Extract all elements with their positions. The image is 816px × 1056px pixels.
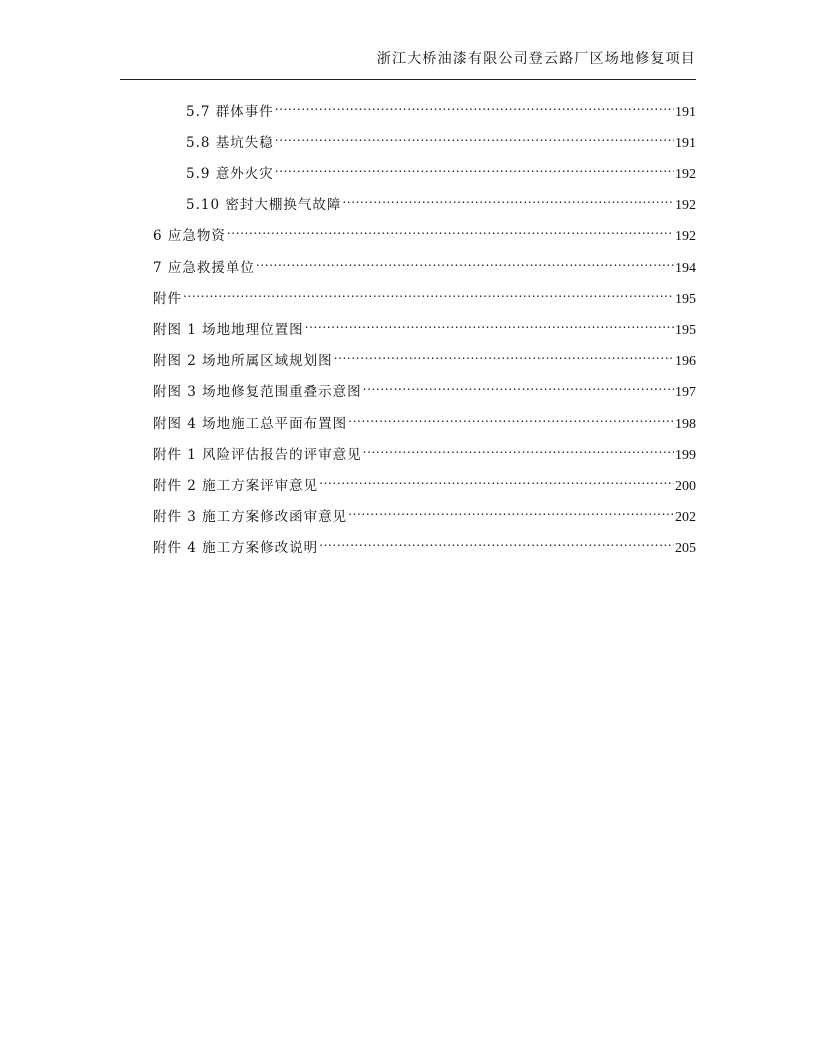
toc-entry-page: 198 bbox=[675, 417, 696, 432]
dot-leader bbox=[363, 376, 674, 396]
toc-entry-page: 205 bbox=[675, 541, 696, 556]
dot-leader bbox=[256, 252, 674, 272]
toc-entry-label: 5.9 意外火灾 bbox=[186, 166, 274, 182]
toc-entry-label: 附件 4 施工方案修改说明 bbox=[153, 540, 319, 556]
toc-entry-page: 200 bbox=[675, 479, 696, 494]
toc-entry-page: 202 bbox=[675, 510, 696, 525]
toc-entry[interactable] bbox=[153, 283, 696, 307]
dot-leader bbox=[183, 283, 674, 303]
toc-entry[interactable] bbox=[153, 376, 696, 400]
toc-entry-label: 附件 2 施工方案评审意见 bbox=[153, 478, 319, 494]
toc-entry[interactable] bbox=[153, 314, 696, 338]
toc-entry-label: 附件 bbox=[153, 291, 182, 307]
toc-entry[interactable] bbox=[186, 96, 696, 120]
dot-leader bbox=[319, 532, 674, 552]
dot-leader bbox=[342, 189, 674, 209]
toc-entry-page: 197 bbox=[675, 385, 696, 400]
dot-leader bbox=[275, 127, 674, 147]
toc-entry-label: 附图 1 场地地理位置图 bbox=[153, 322, 304, 338]
dot-leader bbox=[319, 470, 674, 490]
dot-leader bbox=[334, 345, 674, 365]
toc-entry-label: 5.7 群体事件 bbox=[186, 104, 274, 120]
toc-entry[interactable] bbox=[153, 408, 696, 432]
toc-entry[interactable] bbox=[153, 220, 696, 244]
toc-entry-label: 5.10 密封大棚换气故障 bbox=[186, 197, 342, 213]
toc-entry-page: 194 bbox=[675, 261, 696, 276]
dot-leader bbox=[348, 501, 674, 521]
toc-entry[interactable] bbox=[186, 127, 696, 151]
toc-entry-label: 6 应急物资 bbox=[153, 228, 226, 244]
dot-leader bbox=[305, 314, 674, 334]
toc-entry-page: 199 bbox=[675, 448, 696, 463]
dot-leader bbox=[348, 408, 674, 428]
toc-entry-label: 附图 2 场地所属区域规划图 bbox=[153, 353, 333, 369]
dot-leader bbox=[275, 158, 674, 178]
toc-entry[interactable] bbox=[186, 158, 696, 182]
dot-leader bbox=[363, 439, 674, 459]
toc-entry-label: 5.8 基坑失稳 bbox=[186, 135, 274, 151]
toc-entry-label: 附图 4 场地施工总平面布置图 bbox=[153, 416, 348, 432]
toc-entry-label: 7 应急救援单位 bbox=[153, 260, 255, 276]
toc-entry[interactable] bbox=[186, 189, 696, 213]
toc-entry-label: 附件 1 风险评估报告的评审意见 bbox=[153, 447, 362, 463]
toc-entry-page: 192 bbox=[675, 167, 696, 182]
toc-entry[interactable] bbox=[153, 439, 696, 463]
toc-entry-page: 196 bbox=[675, 354, 696, 369]
toc-entry[interactable] bbox=[153, 532, 696, 556]
dot-leader bbox=[227, 220, 674, 240]
header-rule bbox=[120, 79, 696, 80]
toc-entry-label: 附件 3 施工方案修改函审意见 bbox=[153, 509, 348, 525]
toc-entry[interactable] bbox=[153, 501, 696, 525]
toc-entry[interactable] bbox=[153, 345, 696, 369]
toc-entry-page: 195 bbox=[675, 292, 696, 307]
toc-entry-page: 191 bbox=[675, 136, 696, 151]
dot-leader bbox=[275, 96, 674, 116]
toc-entry-page: 191 bbox=[675, 105, 696, 120]
running-header: 浙江大桥油漆有限公司登云路厂区场地修复项目 bbox=[376, 51, 696, 67]
toc-entry[interactable] bbox=[153, 252, 696, 276]
toc-entry-page: 192 bbox=[675, 229, 696, 244]
toc-entry[interactable] bbox=[153, 470, 696, 494]
toc-entry-label: 附图 3 场地修复范围重叠示意图 bbox=[153, 384, 362, 400]
toc-entry-page: 195 bbox=[675, 323, 696, 338]
toc-entry-page: 192 bbox=[675, 198, 696, 213]
